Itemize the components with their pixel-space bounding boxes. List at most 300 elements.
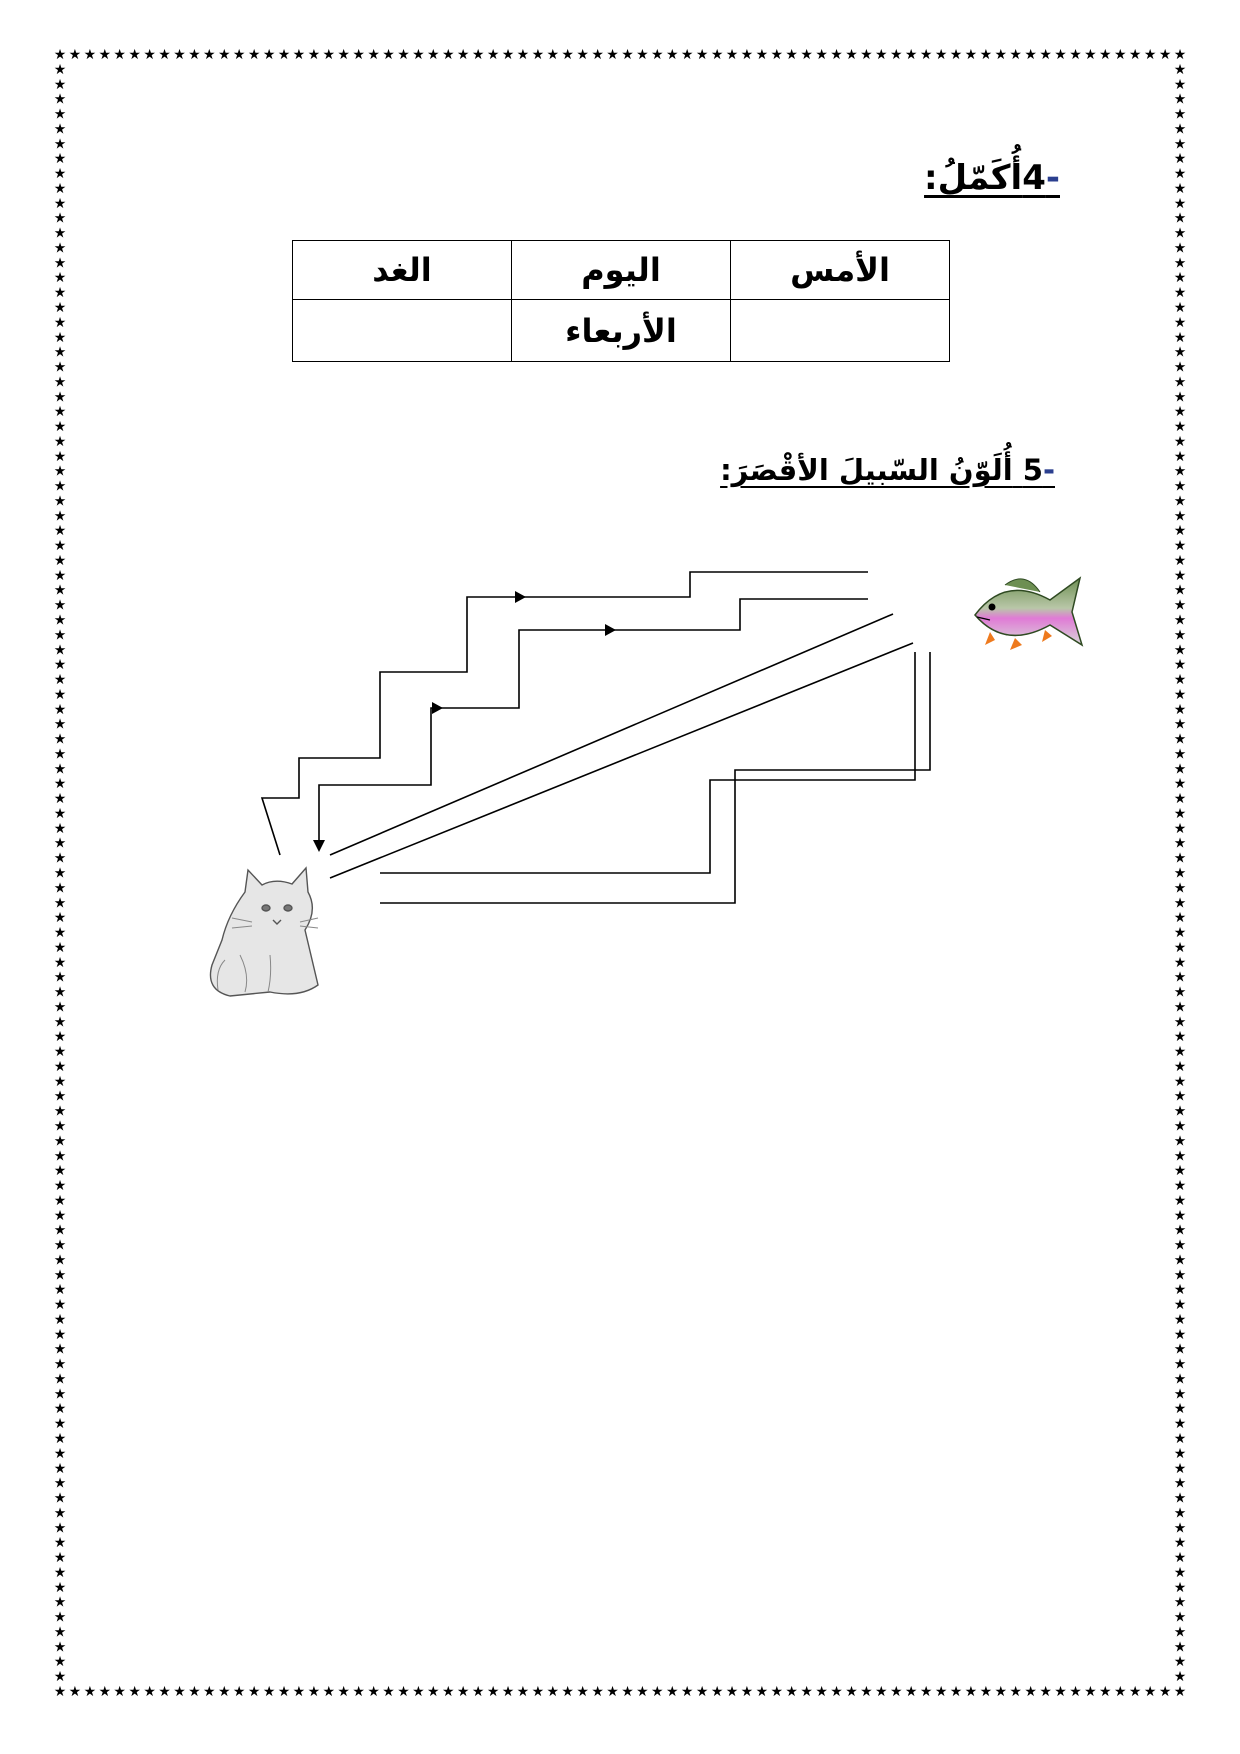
border-star: ★ (1173, 910, 1187, 927)
border-star: ★ (1173, 954, 1187, 971)
border-star: ★ (53, 419, 67, 435)
q4-text: أُكَمّلُ: (924, 158, 1023, 198)
border-star: ★ (1173, 1088, 1187, 1105)
border-star: ★ (815, 1684, 828, 1700)
border-star: ★ (531, 47, 545, 63)
border-star: ★ (860, 1684, 873, 1700)
arrow-head-1 (515, 591, 526, 603)
border-star: ★ (1128, 1684, 1142, 1700)
border-star: ★ (1158, 1684, 1172, 1700)
border-star: ★ (1173, 1118, 1187, 1135)
border-star: ★ (53, 984, 67, 1001)
border-star: ★ (53, 523, 67, 540)
border-star: ★ (1173, 1416, 1187, 1433)
border-star: ★ (1143, 1684, 1157, 1700)
border-star: ★ (1173, 61, 1187, 78)
border-star: ★ (1173, 1460, 1187, 1477)
border-star: ★ (1173, 1312, 1187, 1328)
border-star: ★ (53, 701, 67, 718)
border-star: ★ (1173, 166, 1187, 183)
border-star: ★ (322, 47, 336, 63)
border-star: ★ (1173, 493, 1187, 510)
border-star: ★ (53, 180, 67, 197)
border-star: ★ (53, 1609, 67, 1626)
border-star: ★ (666, 47, 679, 63)
header-yesterday: الأمس (731, 241, 950, 300)
border-star: ★ (1173, 1579, 1187, 1596)
border-star: ★ (53, 1312, 67, 1328)
border-star: ★ (1114, 47, 1127, 63)
border-star: ★ (53, 1148, 67, 1165)
border-star: ★ (1173, 195, 1187, 212)
maze-path-diagonal-2[interactable] (330, 643, 913, 878)
border-star: ★ (53, 1118, 67, 1135)
border-star: ★ (546, 1684, 560, 1700)
border-star: ★ (1173, 1550, 1187, 1567)
border-star: ★ (53, 1029, 67, 1046)
border-star: ★ (397, 1684, 410, 1700)
border-star: ★ (53, 1237, 67, 1254)
border-star: ★ (755, 47, 769, 63)
border-star: ★ (1173, 433, 1187, 450)
border-star: ★ (53, 1207, 67, 1224)
border-star: ★ (53, 285, 67, 302)
border-star: ★ (307, 1684, 321, 1700)
border-star: ★ (247, 1684, 261, 1700)
border-star: ★ (53, 1669, 67, 1686)
border-star: ★ (1173, 359, 1187, 376)
border-star: ★ (1173, 478, 1187, 495)
border-star: ★ (53, 106, 67, 123)
border-star: ★ (1173, 776, 1187, 793)
border-star: ★ (1039, 1684, 1052, 1700)
border-star: ★ (427, 1684, 440, 1700)
border-star: ★ (367, 47, 380, 63)
border-star: ★ (53, 969, 67, 986)
maze-path-diagonal-1[interactable] (330, 614, 893, 855)
border-star: ★ (1173, 136, 1187, 153)
border-star: ★ (262, 47, 276, 63)
border-star: ★ (1084, 1684, 1097, 1700)
border-star: ★ (1173, 419, 1187, 435)
border-star: ★ (53, 627, 67, 644)
border-star: ★ (53, 686, 67, 703)
border-star: ★ (710, 47, 724, 63)
border-star: ★ (203, 1684, 216, 1700)
border-star: ★ (1099, 1684, 1112, 1700)
border-star: ★ (1173, 314, 1187, 331)
border-star: ★ (53, 1073, 67, 1090)
q5-dash: - (1042, 453, 1055, 487)
border-star: ★ (860, 47, 873, 63)
border-star: ★ (53, 1624, 67, 1641)
border-star: ★ (1173, 240, 1187, 257)
border-star: ★ (442, 47, 455, 63)
border-star: ★ (1173, 270, 1187, 287)
maze-path-lower-stairs-2[interactable] (380, 652, 930, 903)
border-star: ★ (1173, 1669, 1187, 1686)
border-star: ★ (53, 1654, 67, 1671)
border-star: ★ (53, 478, 67, 495)
border-star: ★ (1173, 1073, 1187, 1090)
border-star: ★ (1173, 1386, 1187, 1403)
border-star: ★ (1173, 285, 1187, 302)
border-star: ★ (1173, 642, 1187, 659)
border-star: ★ (53, 925, 67, 941)
border-star: ★ (98, 1684, 112, 1700)
border-star: ★ (53, 166, 67, 183)
border-star: ★ (53, 761, 67, 778)
border-star: ★ (1173, 1624, 1187, 1641)
border-star: ★ (1173, 969, 1187, 986)
border-star: ★ (1173, 627, 1187, 644)
border-star: ★ (875, 1684, 888, 1700)
arrow-head-2 (605, 624, 616, 636)
border-star: ★ (471, 1684, 485, 1700)
header-tomorrow: الغد (293, 241, 512, 300)
border-star: ★ (994, 1684, 1008, 1700)
border-star: ★ (53, 820, 67, 837)
border-star: ★ (53, 642, 67, 659)
border-star: ★ (292, 47, 306, 63)
border-star: ★ (1173, 895, 1187, 912)
border-star: ★ (1173, 1609, 1187, 1626)
border-star: ★ (740, 47, 754, 63)
border-star: ★ (53, 806, 67, 822)
border-star: ★ (53, 910, 67, 927)
border-star: ★ (800, 1684, 813, 1700)
border-star: ★ (1173, 1014, 1187, 1031)
border-star: ★ (1173, 865, 1187, 882)
border-star: ★ (1173, 761, 1187, 778)
border-star: ★ (53, 1475, 67, 1492)
border-star: ★ (53, 1550, 67, 1567)
border-star: ★ (53, 136, 67, 153)
border-star: ★ (1024, 47, 1037, 63)
border-star: ★ (1173, 1341, 1187, 1358)
border-star: ★ (218, 47, 231, 63)
border-star: ★ (173, 1684, 186, 1700)
border-star: ★ (53, 939, 67, 956)
border-star: ★ (53, 1222, 67, 1239)
border-star: ★ (53, 1401, 67, 1418)
border-star: ★ (1173, 582, 1187, 599)
border-star: ★ (1173, 984, 1187, 1001)
border-star: ★ (1173, 553, 1187, 569)
border-star: ★ (1173, 597, 1187, 614)
border-star: ★ (1173, 1505, 1187, 1522)
fish-icon (975, 578, 1082, 650)
border-star: ★ (561, 1684, 574, 1700)
border-star: ★ (53, 389, 67, 406)
border-star: ★ (1039, 47, 1052, 63)
border-star: ★ (203, 47, 216, 63)
border-star: ★ (1173, 255, 1187, 272)
border-star: ★ (890, 47, 903, 63)
border-star: ★ (262, 1684, 276, 1700)
border-star: ★ (53, 508, 67, 525)
border-star: ★ (1173, 1594, 1187, 1611)
border-star: ★ (53, 895, 67, 912)
border-star: ★ (53, 1684, 67, 1700)
border-star: ★ (1143, 47, 1157, 63)
border-star: ★ (53, 746, 67, 763)
q4-dash: - (1045, 158, 1060, 198)
arrow-head-4 (313, 840, 325, 852)
border-star: ★ (53, 1103, 67, 1120)
border-star: ★ (98, 47, 112, 63)
border-star: ★ (1099, 47, 1112, 63)
border-star: ★ (53, 1431, 67, 1447)
border-star: ★ (546, 47, 560, 63)
border-star: ★ (1173, 820, 1187, 837)
border-star: ★ (1173, 300, 1187, 316)
border-star: ★ (1173, 999, 1187, 1016)
border-star: ★ (277, 47, 291, 63)
border-star: ★ (367, 1684, 380, 1700)
border-star: ★ (53, 374, 67, 391)
border-star: ★ (173, 47, 186, 63)
border-star: ★ (890, 1684, 903, 1700)
border-star: ★ (1173, 567, 1187, 584)
border-star: ★ (53, 1014, 67, 1031)
border-star: ★ (1173, 672, 1187, 688)
border-star: ★ (501, 1684, 515, 1700)
border-star: ★ (934, 1684, 948, 1700)
border-star: ★ (53, 716, 67, 733)
border-star: ★ (845, 47, 858, 63)
border-star: ★ (53, 1341, 67, 1358)
border-star: ★ (501, 47, 515, 63)
border-star: ★ (188, 47, 201, 63)
border-star: ★ (1054, 47, 1067, 63)
border-star: ★ (53, 1133, 67, 1150)
border-star: ★ (964, 1684, 978, 1700)
border-star: ★ (53, 300, 67, 316)
border-star: ★ (576, 1684, 589, 1700)
border-star: ★ (1173, 1535, 1187, 1552)
border-star: ★ (53, 1564, 67, 1581)
border-star: ★ (606, 47, 619, 63)
border-star: ★ (53, 255, 67, 272)
border-star: ★ (1173, 1222, 1187, 1239)
border-star: ★ (1173, 344, 1187, 361)
border-star: ★ (621, 47, 634, 63)
border-star: ★ (53, 344, 67, 361)
border-star: ★ (53, 195, 67, 212)
border-star: ★ (53, 1252, 67, 1269)
border-star: ★ (307, 47, 321, 63)
border-star: ★ (755, 1684, 769, 1700)
border-star: ★ (1173, 463, 1187, 480)
border-star: ★ (53, 1594, 67, 1611)
border-star: ★ (53, 1059, 67, 1075)
border-star: ★ (1173, 1059, 1187, 1075)
border-star: ★ (1054, 1684, 1067, 1700)
border-star: ★ (158, 47, 171, 63)
border-star: ★ (1173, 76, 1187, 93)
border-star: ★ (277, 1684, 291, 1700)
border-star: ★ (53, 553, 67, 569)
border-star: ★ (1173, 835, 1187, 852)
border-star: ★ (53, 448, 67, 465)
maze-path-inner-stairs[interactable] (319, 599, 868, 850)
border-star: ★ (53, 1297, 67, 1314)
border-star: ★ (695, 47, 709, 63)
border-star: ★ (337, 1684, 350, 1700)
border-star: ★ (128, 47, 141, 63)
border-star: ★ (949, 1684, 963, 1700)
border-star: ★ (352, 47, 365, 63)
border-star: ★ (1024, 1684, 1037, 1700)
border-star: ★ (576, 47, 589, 63)
border-star: ★ (53, 1579, 67, 1596)
border-star: ★ (456, 1684, 470, 1700)
border-star: ★ (53, 850, 67, 867)
border-star: ★ (53, 835, 67, 852)
border-star: ★ (382, 47, 395, 63)
border-star: ★ (83, 47, 97, 63)
border-star: ★ (232, 1684, 246, 1700)
border-star: ★ (412, 1684, 425, 1700)
q4-number: 4 (1022, 158, 1046, 198)
border-star: ★ (1173, 806, 1187, 822)
border-star: ★ (1069, 47, 1082, 63)
border-star: ★ (1173, 716, 1187, 733)
border-star: ★ (1173, 1237, 1187, 1254)
border-star: ★ (53, 597, 67, 614)
border-star: ★ (919, 47, 933, 63)
border-star: ★ (68, 47, 82, 63)
border-star: ★ (113, 1684, 126, 1700)
border-star: ★ (53, 791, 67, 808)
border-star: ★ (53, 270, 67, 287)
border-star: ★ (53, 880, 67, 897)
border-star: ★ (606, 1684, 619, 1700)
border-star: ★ (53, 493, 67, 510)
border-star: ★ (1173, 1684, 1187, 1700)
border-star: ★ (830, 1684, 843, 1700)
border-star: ★ (1173, 374, 1187, 391)
border-star: ★ (53, 433, 67, 450)
border-star: ★ (471, 47, 485, 63)
border-star: ★ (53, 567, 67, 584)
border-star: ★ (53, 999, 67, 1016)
border-star: ★ (352, 1684, 365, 1700)
border-star: ★ (636, 47, 649, 63)
border-star: ★ (53, 1267, 67, 1284)
border-star: ★ (591, 1684, 604, 1700)
border-star: ★ (561, 47, 574, 63)
border-star: ★ (1173, 1639, 1187, 1656)
border-star: ★ (53, 404, 67, 421)
border-star: ★ (1173, 939, 1187, 956)
header-today: اليوم (512, 241, 731, 300)
border-star: ★ (53, 1386, 67, 1403)
border-star: ★ (53, 1178, 67, 1194)
border-star: ★ (680, 47, 694, 63)
border-star: ★ (1173, 106, 1187, 123)
border-star: ★ (53, 1088, 67, 1105)
border-star: ★ (740, 1684, 754, 1700)
border-star: ★ (1173, 1564, 1187, 1581)
border-star: ★ (591, 47, 604, 63)
border-star: ★ (710, 1684, 724, 1700)
q5-text: أُلَوّنُ السّبيلَ الأقْصَرَ: (720, 453, 1013, 487)
border-star: ★ (486, 47, 500, 63)
border-star: ★ (53, 1520, 67, 1537)
cell-today-value: الأربعاء (512, 300, 731, 362)
border-star: ★ (427, 47, 440, 63)
border-star: ★ (1128, 47, 1142, 63)
border-star: ★ (1173, 1401, 1187, 1418)
border-star: ★ (1173, 1520, 1187, 1537)
border-star: ★ (1173, 1148, 1187, 1165)
border-star: ★ (53, 612, 67, 629)
border-star: ★ (1158, 47, 1172, 63)
border-star: ★ (1173, 508, 1187, 525)
border-star: ★ (845, 1684, 858, 1700)
border-star: ★ (1173, 612, 1187, 629)
border-star: ★ (651, 47, 664, 63)
border-star: ★ (1173, 1371, 1187, 1388)
maze-path-upper-stairs[interactable] (262, 572, 868, 855)
border-star: ★ (53, 1282, 67, 1299)
border-star: ★ (1173, 121, 1187, 138)
border-star: ★ (979, 47, 993, 63)
border-star: ★ (1069, 1684, 1082, 1700)
cat-icon (210, 868, 318, 996)
border-star: ★ (1173, 657, 1187, 674)
border-star: ★ (875, 47, 888, 63)
border-star: ★ (725, 1684, 739, 1700)
border-star: ★ (1084, 47, 1097, 63)
arrow-head-3 (432, 702, 443, 714)
border-star: ★ (83, 1684, 97, 1700)
border-star: ★ (1173, 47, 1187, 63)
border-star: ★ (979, 1684, 993, 1700)
border-star: ★ (53, 1356, 67, 1373)
border-star: ★ (456, 47, 470, 63)
border-star: ★ (218, 1684, 231, 1700)
border-star: ★ (53, 314, 67, 331)
border-star: ★ (53, 1505, 67, 1522)
border-star: ★ (53, 1163, 67, 1180)
border-star: ★ (1009, 1684, 1022, 1700)
border-star: ★ (53, 225, 67, 242)
border-star: ★ (516, 1684, 530, 1700)
border-star: ★ (1173, 1356, 1187, 1373)
border-star: ★ (292, 1684, 306, 1700)
border-star: ★ (1173, 1103, 1187, 1120)
border-star: ★ (1173, 1267, 1187, 1284)
border-star: ★ (695, 1684, 709, 1700)
border-star: ★ (1173, 404, 1187, 421)
maze-path-lower-stairs-1[interactable] (380, 652, 915, 873)
border-star: ★ (53, 61, 67, 78)
border-star: ★ (636, 1684, 649, 1700)
border-star: ★ (53, 121, 67, 138)
border-star: ★ (53, 91, 67, 108)
border-star: ★ (53, 672, 67, 688)
border-star: ★ (1173, 1178, 1187, 1194)
border-star: ★ (1173, 925, 1187, 941)
border-star: ★ (53, 1416, 67, 1433)
border-star: ★ (143, 47, 156, 63)
border-star: ★ (904, 47, 918, 63)
border-star: ★ (382, 1684, 395, 1700)
border-star: ★ (1173, 1044, 1187, 1061)
